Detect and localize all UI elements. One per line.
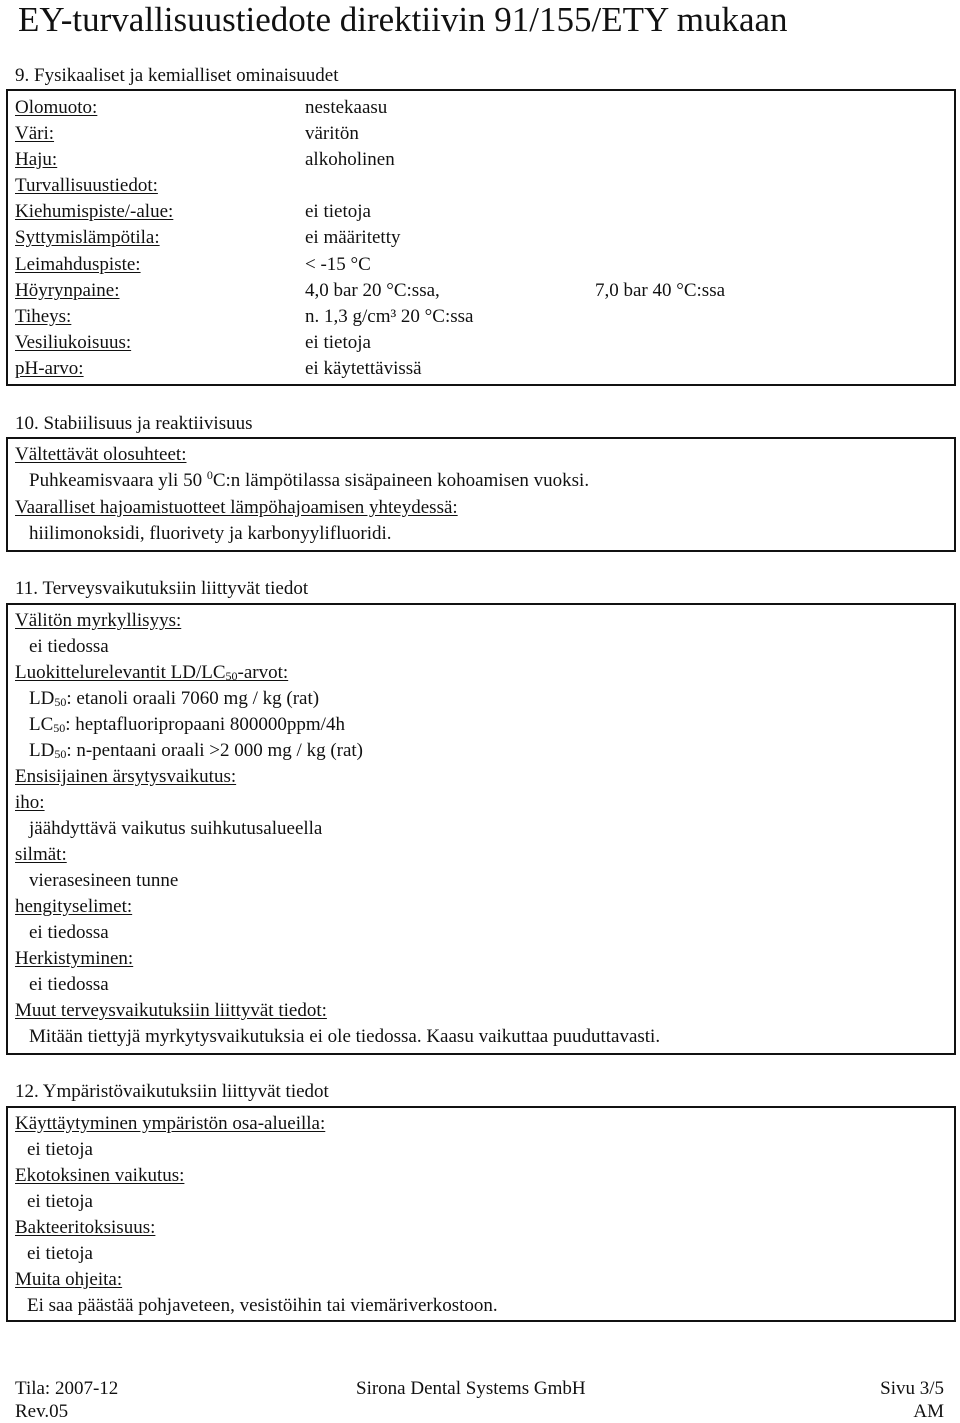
skin-label: iho: xyxy=(15,792,45,813)
footer-revision: Rev.05 xyxy=(15,1401,69,1422)
footer-status: Tila: 2007-12 xyxy=(15,1378,119,1399)
prop-label-ignition-temp: Syttymislämpötila: xyxy=(15,227,160,248)
footer-page-number: Sivu 3/5 xyxy=(880,1378,944,1399)
acute-toxicity-label: Välitön myrkyllisyys: xyxy=(15,610,182,631)
ecotoxicity-value: ei tietoja xyxy=(27,1191,93,1212)
prop-label-flash-point: Leimahduspiste: xyxy=(15,254,141,275)
ld-lc-values-label: Luokittelurelevantit $LD/LC_{50}$-arvot: xyxy=(15,662,289,683)
eyes-label: silmät: xyxy=(15,844,67,865)
conditions-to-avoid-text: Puhkeamisvaara yli 50 $^0$C:n lämpötilassa sisäpaineen kohoamisen vuoksi. xyxy=(29,468,590,491)
section-9-heading: 9. Fysikaaliset ja kemialliset ominaisuudet xyxy=(15,65,339,86)
acute-toxicity-value: ei tiedossa xyxy=(29,636,109,657)
prop-value-density: n. 1,3 g/cm³ 20 °C:ssa xyxy=(305,306,474,327)
sensitisation-value: ei tiedossa xyxy=(29,974,109,995)
prop-label-safety-data: Turvallisuustiedot: xyxy=(15,175,158,196)
other-health-value: Mitään tiettyjä myrkytysvaikutuksia ei ole tiedossa. Kaasu vaikuttaa puuduttavasti. xyxy=(29,1026,661,1047)
ld-row-ethanol: $LD_{50}$: etanoli oraali 7060 mg / kg (rat) xyxy=(29,688,320,709)
prop-value-boiling-point: ei tietoja xyxy=(305,201,371,222)
bacterial-toxicity-value: ei tietoja xyxy=(27,1243,93,1264)
prop-label-odour: Haju: xyxy=(15,149,58,170)
lc-row-heptafluoropropane: $LC_{50}$: heptafluoripropaani 800000ppm/4h xyxy=(29,714,345,735)
prop-value-water-solubility: ei tietoja xyxy=(305,332,371,353)
ecotoxicity-label: Ekotoksinen vaikutus: xyxy=(15,1165,185,1186)
primary-irritation-label: Ensisijainen ärsytysvaikutus: xyxy=(15,766,237,787)
prop-value-ignition-temp: ei määritetty xyxy=(305,227,401,248)
section-11-heading: 11. Terveysvaikutuksiin liittyvät tiedot xyxy=(15,578,309,599)
prop-label-colour: Väri: xyxy=(15,123,55,144)
eyes-value: vierasesineen tunne xyxy=(29,870,179,891)
prop-label-ph: pH-arvo: xyxy=(15,358,84,379)
footer-company: Sirona Dental Systems GmbH xyxy=(356,1378,586,1399)
section-10-heading: 10. Stabiilisuus ja reaktiivisuus xyxy=(15,413,253,434)
section-12-box xyxy=(6,1106,956,1322)
env-behaviour-label: Käyttäytyminen ympäristön osa-alueilla: xyxy=(15,1113,326,1134)
prop-label-density: Tiheys: xyxy=(15,306,72,327)
other-health-label: Muut terveysvaikutuksiin liittyvät tiedot: xyxy=(15,1000,327,1021)
prop-value-appearance: nestekaasu xyxy=(305,97,388,118)
document-title: EY-turvallisuustiedote direktiivin 91/155/ETY mukaan xyxy=(18,0,788,39)
prop-value-vapour-pressure-40: 7,0 bar 40 °C:ssa xyxy=(595,280,726,301)
prop-label-water-solubility: Vesiliukoisuus: xyxy=(15,332,132,353)
hazardous-decomposition-label: Vaaralliset hajoamistuotteet lämpöhajoamisen yhteydessä: xyxy=(15,497,458,518)
skin-value: jäähdyttävä vaikutus suihkutusalueella xyxy=(29,818,323,839)
section-12-heading: 12. Ympäristövaikutuksiin liittyvät tiedot xyxy=(15,1081,329,1102)
prop-value-odour: alkoholinen xyxy=(305,149,395,170)
bacterial-toxicity-label: Bakteeritoksisuus: xyxy=(15,1217,156,1238)
other-instructions-value: Ei saa päästää pohjaveteen, vesistöihin tai viemäriverkostoon. xyxy=(27,1295,498,1316)
ld-row-pentane: $LD_{50}$: n-pentaani oraali >2 000 mg / kg (rat) xyxy=(29,740,364,761)
footer-initials: AM xyxy=(913,1401,944,1422)
sensitisation-label: Herkistyminen: xyxy=(15,948,134,969)
prop-value-vapour-pressure-20: 4,0 bar 20 °C:ssa, xyxy=(305,280,440,301)
prop-value-flash-point: < -15 °C xyxy=(305,254,371,275)
prop-value-ph: ei käytettävissä xyxy=(305,358,422,379)
prop-value-colour: väritön xyxy=(305,123,359,144)
prop-label-appearance: Olomuoto: xyxy=(15,97,98,118)
respiratory-label: hengityselimet: xyxy=(15,896,133,917)
respiratory-value: ei tiedossa xyxy=(29,922,109,943)
prop-label-vapour-pressure: Höyrynpaine: xyxy=(15,280,120,301)
prop-label-boiling-point: Kiehumispiste/-alue: xyxy=(15,201,174,222)
env-behaviour-value: ei tietoja xyxy=(27,1139,93,1160)
other-instructions-label: Muita ohjeita: xyxy=(15,1269,123,1290)
hazardous-decomposition-text: hiilimonoksidi, fluorivety ja karbonyylifluoridi. xyxy=(29,523,392,544)
conditions-to-avoid-label: Vältettävät olosuhteet: xyxy=(15,444,187,465)
